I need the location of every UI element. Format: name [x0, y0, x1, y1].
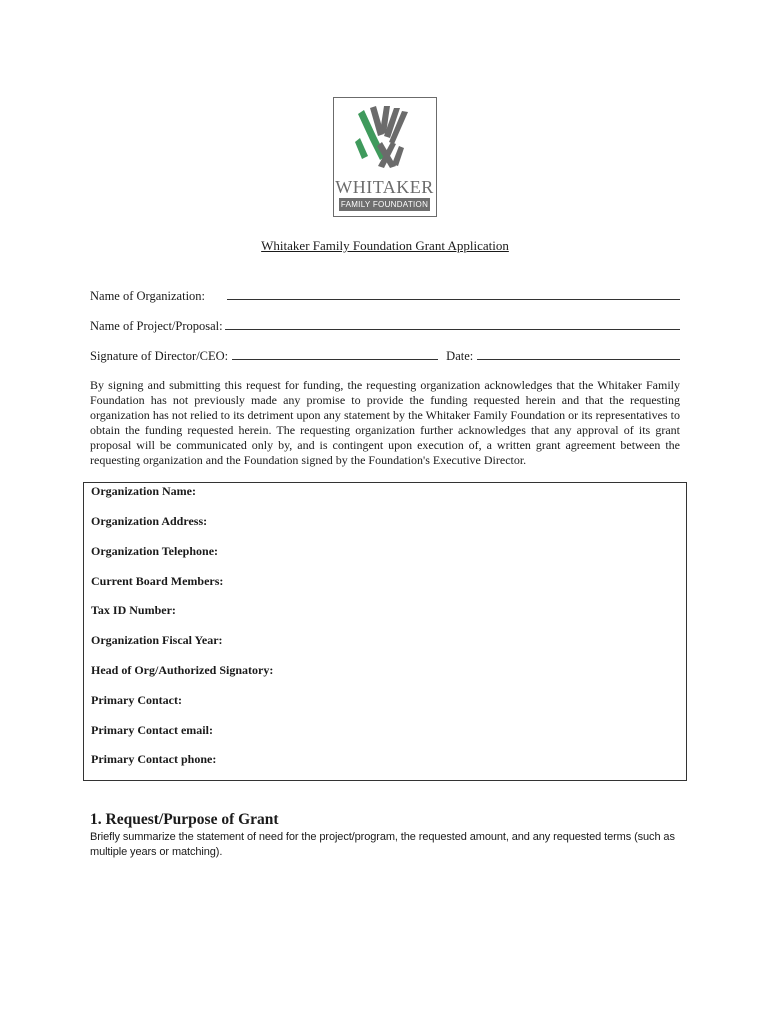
acknowledgement-paragraph: By signing and submitting this request for funding, the requesting organization acknowledges that the Whitaker Family Foundation has not previously made any promise to provide the funding requested herein and that the requesting organization has not relied to its detriment upon any statement by the Whitaker Family Foundation or its representatives to obtain the funding requested herein. The requesting organization further acknowledges that any approval of its grant proposal will be communicated only by, and is contingent upon execution of, a written grant agreement between the requesting organization and the Foundation signed by the Foundation's Executive Director.: [90, 378, 680, 467]
project-name-field[interactable]: [225, 318, 680, 330]
organization-name-line: [90, 288, 680, 304]
info-organization-telephone: Organization Telephone:: [91, 544, 219, 558]
project-name-line: [90, 318, 680, 334]
info-primary-contact: Primary Contact:: [91, 693, 182, 707]
signature-line: [90, 348, 680, 364]
info-authorized-signatory: Head of Org/Authorized Signatory:: [91, 663, 274, 677]
signature-field[interactable]: [232, 348, 438, 360]
logo-mark-icon: [334, 98, 435, 178]
info-organization-name: Organization Name:: [91, 484, 196, 498]
document-title: Whitaker Family Foundation Grant Application: [261, 238, 509, 253]
logo-wordmark: WHITAKER: [335, 177, 434, 197]
signature-label: Signature of Director/CEO:: [90, 349, 229, 363]
section-1-description: Briefly summarize the statement of need for the project/program, the requested amount, and any requested terms (such as multiple years or matching).: [90, 831, 675, 858]
organization-name-label: Name of Organization:: [90, 289, 206, 303]
logo-subtitle: FAMILY FOUNDATION: [340, 200, 429, 209]
info-primary-contact-phone: Primary Contact phone:: [91, 752, 217, 766]
info-board-members: Current Board Members:: [91, 574, 224, 588]
info-organization-address: Organization Address:: [91, 514, 208, 528]
date-label: Date:: [446, 349, 474, 363]
date-field[interactable]: [477, 348, 680, 360]
organization-name-field[interactable]: [227, 288, 680, 300]
project-name-label: Name of Project/Proposal:: [90, 319, 223, 333]
section-1-title: 1. Request/Purpose of Grant: [90, 811, 279, 828]
info-fiscal-year: Organization Fiscal Year:: [91, 633, 223, 647]
info-tax-id: Tax ID Number:: [91, 603, 176, 617]
organization-info-box: [83, 482, 687, 781]
foundation-logo: [333, 97, 437, 217]
info-primary-contact-email: Primary Contact email:: [91, 723, 213, 737]
